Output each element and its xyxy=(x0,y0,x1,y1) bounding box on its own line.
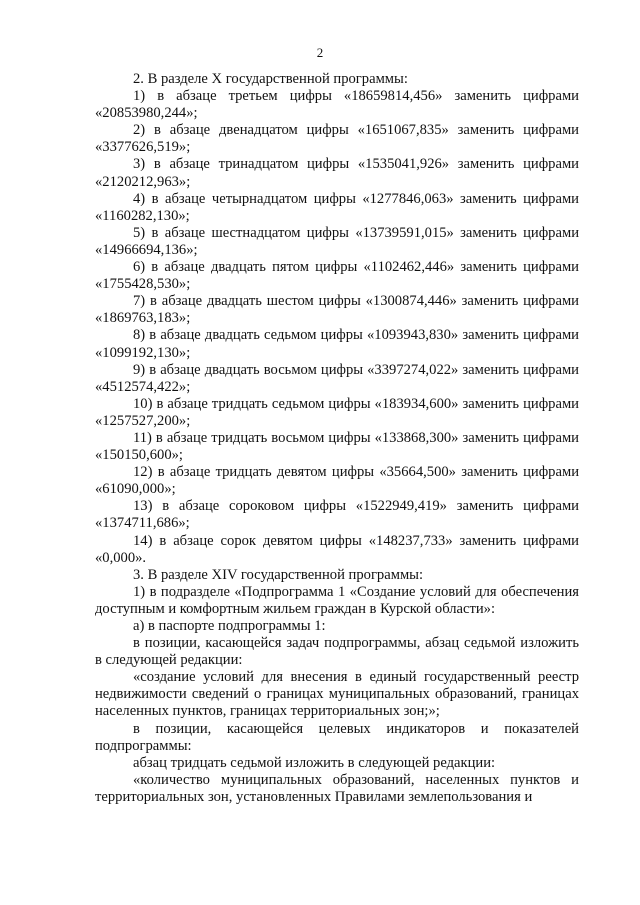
paragraph-item-3: 3) в абзаце тринадцатом цифры «1535041,926» заменить цифрами «2120212,963»; xyxy=(95,156,579,190)
paragraph-item-6: 6) в абзаце двадцать пятом цифры «1102462,446» заменить цифрами «1755428,530»; xyxy=(95,259,579,293)
paragraph-item-14: 14) в абзаце сорок девятом цифры «148237,733» заменить цифрами «0,000». xyxy=(95,532,579,566)
paragraph-section-2-heading: 2. В разделе X государственной программы: xyxy=(133,71,408,87)
paragraph-item-5: 5) в абзаце шестнадцатом цифры «13739591,015» заменить цифрами «14966694,136»; xyxy=(95,224,579,258)
paragraph-item-1: 1) в абзаце третьем цифры «18659814,456» заменить цифрами «20853980,244»; xyxy=(95,88,579,122)
paragraph-subsection-1: 1) в подразделе «Подпрограмма 1 «Создание условий для обеспечения доступным и комфортным жильем граждан в Курской области»: xyxy=(95,583,579,617)
paragraph-item-4: 4) в абзаце четырнадцатом цифры «1277846,063» заменить цифрами «1160282,130»; xyxy=(95,190,579,224)
paragraph-37-instruction: абзац тридцать седьмой изложить в следующей редакции: xyxy=(133,754,496,771)
paragraph-tasks-text: «создание условий для внесения в единый государственный реестр недвижимости сведений о границах муниципальных образований, границах населенных пунктов, границах территориальных зон;»; xyxy=(95,669,579,720)
document-body xyxy=(95,71,579,806)
paragraph-item-13: 13) в абзаце сороковом цифры «1522949,419» заменить цифрами «1374711,686»; xyxy=(95,498,579,532)
paragraph-item-7: 7) в абзаце двадцать шестом цифры «1300874,446» заменить цифрами «1869763,183»; xyxy=(95,293,579,327)
paragraph-item-2: 2) в абзаце двенадцатом цифры «1651067,835» заменить цифрами «3377626,519»; xyxy=(95,122,579,156)
paragraph-37-text: «количество муниципальных образований, населенных пунктов и территориальных зон, установленных Правилами землепользования и xyxy=(95,771,579,805)
paragraph-section-3-heading: 3. В разделе XIV государственной программы: xyxy=(133,566,424,583)
paragraph-item-9: 9) в абзаце двадцать восьмом цифры «3397274,022» заменить цифрами «4512574,422»; xyxy=(95,361,579,395)
paragraph-passport: а) в паспорте подпрограммы 1: xyxy=(133,618,326,634)
paragraph-item-8: 8) в абзаце двадцать седьмом цифры «1093943,830» заменить цифрами «1099192,130»; xyxy=(95,327,579,361)
page-number: 2 xyxy=(316,45,324,60)
paragraph-item-10: 10) в абзаце тридцать седьмом цифры «183934,600» заменить цифрами «1257527,200»; xyxy=(95,395,579,429)
paragraph-indicators-position: в позиции, касающейся целевых индикаторов и показателей подпрограммы: xyxy=(95,720,579,754)
paragraph-item-11: 11) в абзаце тридцать восьмом цифры «133868,300» заменить цифрами «150150,600»; xyxy=(95,429,579,464)
paragraph-tasks-position: в позиции, касающейся задач подпрограммы, абзац седьмой изложить в следующей редакции: xyxy=(95,635,579,669)
paragraph-item-12: 12) в абзаце тридцать девятом цифры «35664,500» заменить цифрами «61090,000»; xyxy=(95,464,579,498)
